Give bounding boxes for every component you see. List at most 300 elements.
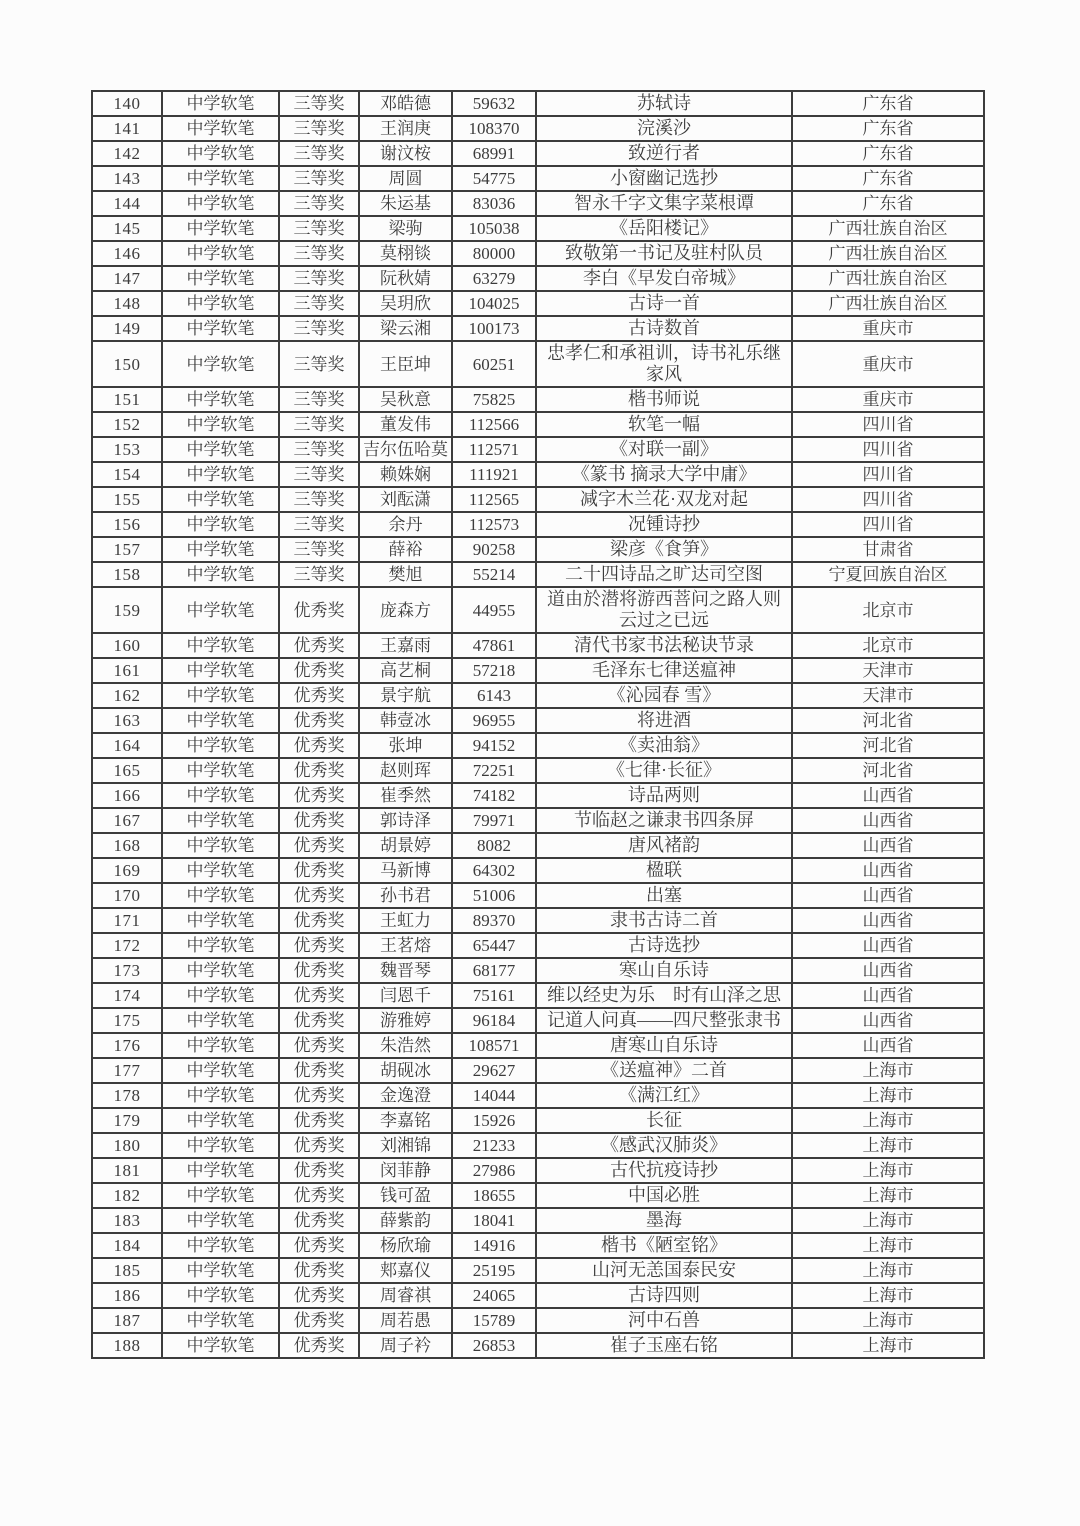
cell-award: 三等奖 (279, 166, 359, 191)
cell-award: 三等奖 (279, 562, 359, 587)
cell-name: 孙书君 (359, 883, 452, 908)
cell-region: 山西省 (792, 883, 984, 908)
cell-id: 64302 (452, 858, 536, 883)
cell-name: 周若愚 (359, 1308, 452, 1333)
cell-region: 山西省 (792, 1033, 984, 1058)
cell-region: 山西省 (792, 1008, 984, 1033)
cell-work: 道由於潜将游西菩问之路人则云过之已远 (536, 587, 792, 633)
cell-category: 中学软笔 (162, 683, 279, 708)
cell-award: 优秀奖 (279, 683, 359, 708)
cell-no: 172 (92, 933, 162, 958)
cell-no: 148 (92, 291, 162, 316)
cell-no: 145 (92, 216, 162, 241)
cell-award: 优秀奖 (279, 1133, 359, 1158)
cell-no: 170 (92, 883, 162, 908)
cell-name: 樊旭 (359, 562, 452, 587)
cell-name: 王茗熔 (359, 933, 452, 958)
cell-no: 144 (92, 191, 162, 216)
cell-award: 优秀奖 (279, 1008, 359, 1033)
table-row (92, 116, 984, 141)
cell-id: 8082 (452, 833, 536, 858)
cell-category: 中学软笔 (162, 1058, 279, 1083)
table-row (92, 1258, 984, 1283)
table-row (92, 783, 984, 808)
cell-region: 广东省 (792, 91, 984, 116)
cell-category: 中学软笔 (162, 166, 279, 191)
cell-work: 隶书古诗二首 (536, 908, 792, 933)
cell-id: 72251 (452, 758, 536, 783)
cell-category: 中学软笔 (162, 1033, 279, 1058)
cell-category: 中学软笔 (162, 958, 279, 983)
table-row (92, 512, 984, 537)
table-row (92, 1183, 984, 1208)
cell-name: 莫栩锬 (359, 241, 452, 266)
cell-id: 112565 (452, 487, 536, 512)
cell-work: 忠孝仁和承祖训，诗书礼乐继家风 (536, 341, 792, 387)
table-row (92, 1083, 984, 1108)
cell-award: 优秀奖 (279, 1183, 359, 1208)
cell-name: 朱浩然 (359, 1033, 452, 1058)
cell-id: 105038 (452, 216, 536, 241)
cell-work: 中国必胜 (536, 1183, 792, 1208)
table-row (92, 1108, 984, 1133)
cell-category: 中学软笔 (162, 387, 279, 412)
cell-work: 毛泽东七律送瘟神 (536, 658, 792, 683)
cell-id: 89370 (452, 908, 536, 933)
cell-award: 优秀奖 (279, 658, 359, 683)
cell-name: 薛紫韵 (359, 1208, 452, 1233)
cell-work: 墨海 (536, 1208, 792, 1233)
cell-name: 魏晋琴 (359, 958, 452, 983)
cell-region: 四川省 (792, 512, 984, 537)
cell-award: 优秀奖 (279, 1108, 359, 1133)
cell-award: 三等奖 (279, 487, 359, 512)
cell-work: 减字木兰花·双龙对起 (536, 487, 792, 512)
cell-work: 楷书师说 (536, 387, 792, 412)
cell-region: 四川省 (792, 462, 984, 487)
cell-category: 中学软笔 (162, 708, 279, 733)
cell-work: 二十四诗品之旷达司空图 (536, 562, 792, 587)
cell-work: 河中石兽 (536, 1308, 792, 1333)
cell-id: 94152 (452, 733, 536, 758)
cell-region: 上海市 (792, 1333, 984, 1358)
cell-category: 中学软笔 (162, 587, 279, 633)
cell-no: 186 (92, 1283, 162, 1308)
cell-name: 赵则珲 (359, 758, 452, 783)
cell-no: 181 (92, 1158, 162, 1183)
table-row (92, 708, 984, 733)
cell-name: 周子衿 (359, 1333, 452, 1358)
cell-work: 唐寒山自乐诗 (536, 1033, 792, 1058)
cell-award: 优秀奖 (279, 587, 359, 633)
cell-work: 致逆行者 (536, 141, 792, 166)
cell-category: 中学软笔 (162, 1133, 279, 1158)
cell-name: 阮秋婧 (359, 266, 452, 291)
cell-name: 韩壹冰 (359, 708, 452, 733)
cell-region: 甘肃省 (792, 537, 984, 562)
cell-no: 151 (92, 387, 162, 412)
cell-name: 闵菲静 (359, 1158, 452, 1183)
cell-award: 优秀奖 (279, 733, 359, 758)
cell-name: 吴玥欣 (359, 291, 452, 316)
cell-region: 天津市 (792, 658, 984, 683)
cell-no: 158 (92, 562, 162, 587)
cell-name: 胡景婷 (359, 833, 452, 858)
cell-name: 王臣坤 (359, 341, 452, 387)
cell-no: 175 (92, 1008, 162, 1033)
table-row (92, 562, 984, 587)
cell-award: 优秀奖 (279, 758, 359, 783)
cell-region: 山西省 (792, 933, 984, 958)
cell-name: 杨欣瑜 (359, 1233, 452, 1258)
cell-category: 中学软笔 (162, 1283, 279, 1308)
cell-category: 中学软笔 (162, 537, 279, 562)
table-row (92, 487, 984, 512)
cell-award: 三等奖 (279, 387, 359, 412)
cell-award: 三等奖 (279, 412, 359, 437)
cell-award: 优秀奖 (279, 1083, 359, 1108)
cell-name: 崔季然 (359, 783, 452, 808)
cell-name: 朱运基 (359, 191, 452, 216)
cell-region: 山西省 (792, 808, 984, 833)
cell-region: 山西省 (792, 783, 984, 808)
cell-work: 李白《早发白帝城》 (536, 266, 792, 291)
table-row (92, 658, 984, 683)
cell-region: 上海市 (792, 1183, 984, 1208)
table-row (92, 908, 984, 933)
cell-region: 广西壮族自治区 (792, 266, 984, 291)
table-row (92, 291, 984, 316)
cell-work: 古诗一首 (536, 291, 792, 316)
cell-category: 中学软笔 (162, 833, 279, 858)
cell-award: 优秀奖 (279, 1233, 359, 1258)
table-row (92, 412, 984, 437)
cell-id: 59632 (452, 91, 536, 116)
cell-award: 三等奖 (279, 537, 359, 562)
cell-work: 《七律·长征》 (536, 758, 792, 783)
cell-name: 郭诗泽 (359, 808, 452, 833)
cell-work: 唐风褚韵 (536, 833, 792, 858)
cell-category: 中学软笔 (162, 316, 279, 341)
cell-id: 104025 (452, 291, 536, 316)
cell-id: 51006 (452, 883, 536, 908)
cell-name: 邓皓德 (359, 91, 452, 116)
cell-id: 68991 (452, 141, 536, 166)
cell-name: 马新博 (359, 858, 452, 883)
cell-category: 中学软笔 (162, 1258, 279, 1283)
cell-region: 山西省 (792, 908, 984, 933)
cell-region: 四川省 (792, 487, 984, 512)
cell-work: 长征 (536, 1108, 792, 1133)
cell-name: 董发伟 (359, 412, 452, 437)
cell-region: 山西省 (792, 833, 984, 858)
cell-region: 上海市 (792, 1083, 984, 1108)
cell-no: 163 (92, 708, 162, 733)
cell-category: 中学软笔 (162, 658, 279, 683)
cell-work: 《篆书 摘录大学中庸》 (536, 462, 792, 487)
cell-name: 谢汶桉 (359, 141, 452, 166)
cell-category: 中学软笔 (162, 1333, 279, 1358)
cell-award: 优秀奖 (279, 933, 359, 958)
cell-id: 60251 (452, 341, 536, 387)
cell-work: 古诗选抄 (536, 933, 792, 958)
cell-name: 景宇航 (359, 683, 452, 708)
cell-award: 三等奖 (279, 216, 359, 241)
cell-id: 14044 (452, 1083, 536, 1108)
cell-id: 29627 (452, 1058, 536, 1083)
table-row (92, 1133, 984, 1158)
cell-id: 54775 (452, 166, 536, 191)
cell-id: 18041 (452, 1208, 536, 1233)
cell-work: 寒山自乐诗 (536, 958, 792, 983)
cell-award: 优秀奖 (279, 908, 359, 933)
cell-work: 梁彦《食笋》 (536, 537, 792, 562)
cell-no: 185 (92, 1258, 162, 1283)
cell-name: 梁驹 (359, 216, 452, 241)
cell-category: 中学软笔 (162, 1008, 279, 1033)
cell-no: 157 (92, 537, 162, 562)
cell-id: 15789 (452, 1308, 536, 1333)
cell-name: 游雅婷 (359, 1008, 452, 1033)
table-row (92, 758, 984, 783)
cell-work: 古诗数首 (536, 316, 792, 341)
cell-no: 164 (92, 733, 162, 758)
cell-no: 167 (92, 808, 162, 833)
cell-region: 山西省 (792, 983, 984, 1008)
cell-id: 65447 (452, 933, 536, 958)
table-row (92, 587, 984, 633)
table-row (92, 808, 984, 833)
cell-id: 112566 (452, 412, 536, 437)
cell-category: 中学软笔 (162, 562, 279, 587)
table-row (92, 91, 984, 116)
cell-region: 上海市 (792, 1308, 984, 1333)
cell-category: 中学软笔 (162, 1308, 279, 1333)
cell-name: 余丹 (359, 512, 452, 537)
cell-id: 74182 (452, 783, 536, 808)
cell-category: 中学软笔 (162, 933, 279, 958)
cell-category: 中学软笔 (162, 1108, 279, 1133)
cell-work: 古诗四则 (536, 1283, 792, 1308)
table-row (92, 633, 984, 658)
cell-no: 154 (92, 462, 162, 487)
cell-id: 57218 (452, 658, 536, 683)
cell-award: 三等奖 (279, 512, 359, 537)
cell-name: 赖姝娴 (359, 462, 452, 487)
cell-name: 郏嘉仪 (359, 1258, 452, 1283)
cell-id: 55214 (452, 562, 536, 587)
cell-category: 中学软笔 (162, 266, 279, 291)
cell-region: 四川省 (792, 437, 984, 462)
cell-name: 刘湘锦 (359, 1133, 452, 1158)
cell-name: 庞森方 (359, 587, 452, 633)
cell-category: 中学软笔 (162, 858, 279, 883)
table-row (92, 883, 984, 908)
cell-id: 112573 (452, 512, 536, 537)
cell-award: 优秀奖 (279, 983, 359, 1008)
cell-award: 优秀奖 (279, 1033, 359, 1058)
cell-work: 出塞 (536, 883, 792, 908)
cell-id: 27986 (452, 1158, 536, 1183)
cell-category: 中学软笔 (162, 487, 279, 512)
cell-region: 宁夏回族自治区 (792, 562, 984, 587)
table-row (92, 1208, 984, 1233)
cell-award: 三等奖 (279, 316, 359, 341)
cell-region: 天津市 (792, 683, 984, 708)
cell-no: 147 (92, 266, 162, 291)
cell-no: 176 (92, 1033, 162, 1058)
cell-id: 79971 (452, 808, 536, 833)
cell-id: 24065 (452, 1283, 536, 1308)
cell-no: 179 (92, 1108, 162, 1133)
table-row (92, 1308, 984, 1333)
cell-region: 重庆市 (792, 387, 984, 412)
cell-region: 上海市 (792, 1258, 984, 1283)
cell-id: 68177 (452, 958, 536, 983)
cell-id: 47861 (452, 633, 536, 658)
table-row (92, 1158, 984, 1183)
cell-region: 河北省 (792, 708, 984, 733)
cell-category: 中学软笔 (162, 983, 279, 1008)
table-row (92, 141, 984, 166)
cell-category: 中学软笔 (162, 758, 279, 783)
cell-work: 楹联 (536, 858, 792, 883)
cell-region: 山西省 (792, 958, 984, 983)
cell-category: 中学软笔 (162, 908, 279, 933)
cell-id: 75161 (452, 983, 536, 1008)
cell-name: 王虹力 (359, 908, 452, 933)
cell-no: 146 (92, 241, 162, 266)
table-row (92, 933, 984, 958)
cell-category: 中学软笔 (162, 1083, 279, 1108)
cell-work: 苏轼诗 (536, 91, 792, 116)
table-row (92, 1233, 984, 1258)
cell-category: 中学软笔 (162, 91, 279, 116)
cell-no: 161 (92, 658, 162, 683)
cell-category: 中学软笔 (162, 412, 279, 437)
table-row (92, 316, 984, 341)
cell-no: 165 (92, 758, 162, 783)
cell-no: 162 (92, 683, 162, 708)
table-row (92, 733, 984, 758)
cell-no: 156 (92, 512, 162, 537)
cell-name: 闫恩千 (359, 983, 452, 1008)
cell-region: 河北省 (792, 758, 984, 783)
cell-no: 188 (92, 1333, 162, 1358)
cell-region: 广西壮族自治区 (792, 216, 984, 241)
cell-no: 169 (92, 858, 162, 883)
cell-category: 中学软笔 (162, 883, 279, 908)
cell-id: 90258 (452, 537, 536, 562)
table-row (92, 191, 984, 216)
cell-id: 83036 (452, 191, 536, 216)
cell-category: 中学软笔 (162, 783, 279, 808)
cell-work: 崔子玉座右铭 (536, 1333, 792, 1358)
cell-region: 上海市 (792, 1208, 984, 1233)
cell-award: 优秀奖 (279, 1208, 359, 1233)
cell-award: 优秀奖 (279, 633, 359, 658)
table-row (92, 1058, 984, 1083)
cell-no: 177 (92, 1058, 162, 1083)
cell-no: 149 (92, 316, 162, 341)
cell-category: 中学软笔 (162, 1183, 279, 1208)
cell-region: 上海市 (792, 1233, 984, 1258)
cell-work: 节临赵之谦隶书四条屏 (536, 808, 792, 833)
cell-id: 26853 (452, 1333, 536, 1358)
table-row (92, 983, 984, 1008)
table-row (92, 387, 984, 412)
cell-name: 刘酝潇 (359, 487, 452, 512)
cell-no: 187 (92, 1308, 162, 1333)
cell-name: 王润庚 (359, 116, 452, 141)
cell-region: 上海市 (792, 1133, 984, 1158)
cell-work: 《送瘟神》二首 (536, 1058, 792, 1083)
cell-category: 中学软笔 (162, 141, 279, 166)
cell-name: 李嘉铭 (359, 1108, 452, 1133)
cell-name: 周睿祺 (359, 1283, 452, 1308)
cell-work: 致敬第一书记及驻村队员 (536, 241, 792, 266)
cell-id: 25195 (452, 1258, 536, 1283)
cell-award: 优秀奖 (279, 1333, 359, 1358)
cell-work: 《满江红》 (536, 1083, 792, 1108)
cell-region: 山西省 (792, 858, 984, 883)
cell-category: 中学软笔 (162, 808, 279, 833)
cell-no: 160 (92, 633, 162, 658)
cell-no: 178 (92, 1083, 162, 1108)
cell-award: 优秀奖 (279, 1308, 359, 1333)
cell-region: 四川省 (792, 412, 984, 437)
cell-region: 上海市 (792, 1058, 984, 1083)
cell-award: 优秀奖 (279, 833, 359, 858)
cell-work: 《对联一副》 (536, 437, 792, 462)
table-row (92, 858, 984, 883)
cell-no: 155 (92, 487, 162, 512)
cell-work: 智永千字文集字菜根谭 (536, 191, 792, 216)
cell-name: 金逸澄 (359, 1083, 452, 1108)
cell-id: 112571 (452, 437, 536, 462)
table-row (92, 1033, 984, 1058)
cell-region: 重庆市 (792, 316, 984, 341)
cell-award: 三等奖 (279, 91, 359, 116)
table-row (92, 1283, 984, 1308)
table-row (92, 266, 984, 291)
cell-id: 15926 (452, 1108, 536, 1133)
table-row (92, 437, 984, 462)
cell-work: 《卖油翁》 (536, 733, 792, 758)
cell-work: 小窗幽记选抄 (536, 166, 792, 191)
cell-category: 中学软笔 (162, 1233, 279, 1258)
cell-category: 中学软笔 (162, 733, 279, 758)
cell-no: 180 (92, 1133, 162, 1158)
award-results-table (91, 90, 985, 1359)
table-row (92, 833, 984, 858)
cell-category: 中学软笔 (162, 291, 279, 316)
cell-category: 中学软笔 (162, 216, 279, 241)
table-row (92, 166, 984, 191)
cell-no: 184 (92, 1233, 162, 1258)
cell-category: 中学软笔 (162, 116, 279, 141)
table-row (92, 958, 984, 983)
cell-no: 153 (92, 437, 162, 462)
cell-award: 优秀奖 (279, 858, 359, 883)
cell-award: 优秀奖 (279, 958, 359, 983)
cell-category: 中学软笔 (162, 341, 279, 387)
cell-id: 96184 (452, 1008, 536, 1033)
cell-category: 中学软笔 (162, 1158, 279, 1183)
cell-work: 将进酒 (536, 708, 792, 733)
cell-no: 182 (92, 1183, 162, 1208)
cell-region: 北京市 (792, 587, 984, 633)
